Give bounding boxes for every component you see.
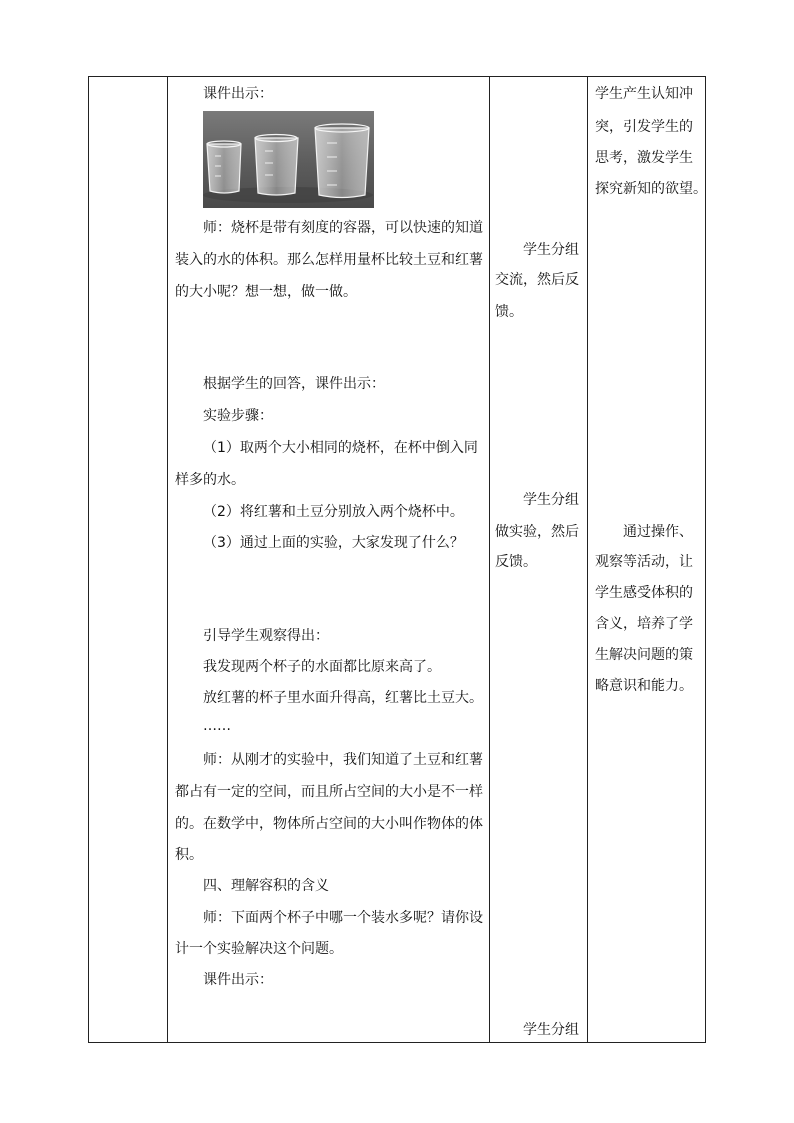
student-activity-line: 馈。 [495, 304, 523, 320]
observation-2: 放红薯的杯子里水面升得高，红薯比土豆大。 [203, 690, 483, 706]
student-activity-line: 反馈。 [495, 554, 537, 570]
design-intent-line: 突，引发学生的 [595, 119, 693, 135]
answer-intro: 根据学生的回答，课件出示： [203, 376, 385, 392]
design-intent-line: 探究新知的欲望。 [595, 181, 707, 197]
student-activity-line: 学生分组 [523, 1022, 579, 1038]
column-divider [167, 77, 168, 1042]
courseware-label: 课件出示： [203, 972, 273, 988]
beakers-icon [203, 111, 374, 208]
design-intent-line: 学生产生认知冲 [595, 86, 693, 102]
teacher-line: 都占有一定的空间，而且所占空间的大小是不一样 [175, 784, 483, 800]
teacher-line: 计一个实验解决这个问题。 [175, 941, 343, 957]
design-intent-line: 含义，培养了学 [595, 616, 693, 632]
observation-1: 我发现两个杯子的水面都比原来高了。 [203, 659, 441, 675]
step-3: （3）通过上面的实验，大家发现了什么？ [203, 535, 464, 551]
guide-text: 引导学生观察得出： [203, 628, 329, 644]
step-2: （2）将红薯和土豆分别放入两个烧杯中。 [203, 504, 464, 520]
ellipsis: …… [203, 718, 231, 734]
teacher-line: 装入的水的体积。那么怎样用量杯比较土豆和红薯 [175, 252, 483, 268]
student-activity-line: 学生分组 [523, 492, 579, 508]
step-1-line: 样多的水。 [175, 472, 245, 488]
design-intent-line: 观察等活动，让 [595, 554, 693, 570]
column-divider [489, 77, 490, 1042]
teacher-line: 的大小呢？想一想，做一做。 [175, 284, 357, 300]
teacher-line: 师：从刚才的实验中，我们知道了土豆和红薯 [203, 752, 483, 768]
design-intent-line: 略意识和能力。 [595, 678, 693, 694]
design-intent-line: 思考，激发学生 [595, 150, 693, 166]
beakers-photo [203, 111, 374, 208]
design-intent-line: 通过操作、 [623, 524, 693, 540]
column-divider [587, 77, 588, 1042]
student-activity-line: 做实验，然后 [495, 524, 579, 540]
courseware-label: 课件出示： [203, 86, 273, 102]
teacher-line: 积。 [175, 847, 203, 863]
design-intent-line: 学生感受体积的 [595, 585, 693, 601]
section-heading: 四、理解容积的含义 [203, 878, 329, 894]
student-activity-line: 学生分组 [523, 242, 579, 258]
teacher-line: 师：下面两个杯子中哪一个装水多呢？请你设 [203, 910, 483, 926]
student-activity-line: 交流，然后反 [495, 272, 579, 288]
teacher-line: 师：烧杯是带有刻度的容器，可以快速的知道 [203, 220, 483, 236]
lesson-table [88, 76, 706, 1043]
teacher-line: 的。在数学中，物体所占空间的大小叫作物体的体 [175, 816, 483, 832]
steps-title: 实验步骤： [203, 408, 273, 424]
design-intent-line: 生解决问题的策 [595, 647, 693, 663]
step-1-line: （1）取两个大小相同的烧杯，在杯中倒入同 [203, 440, 478, 456]
